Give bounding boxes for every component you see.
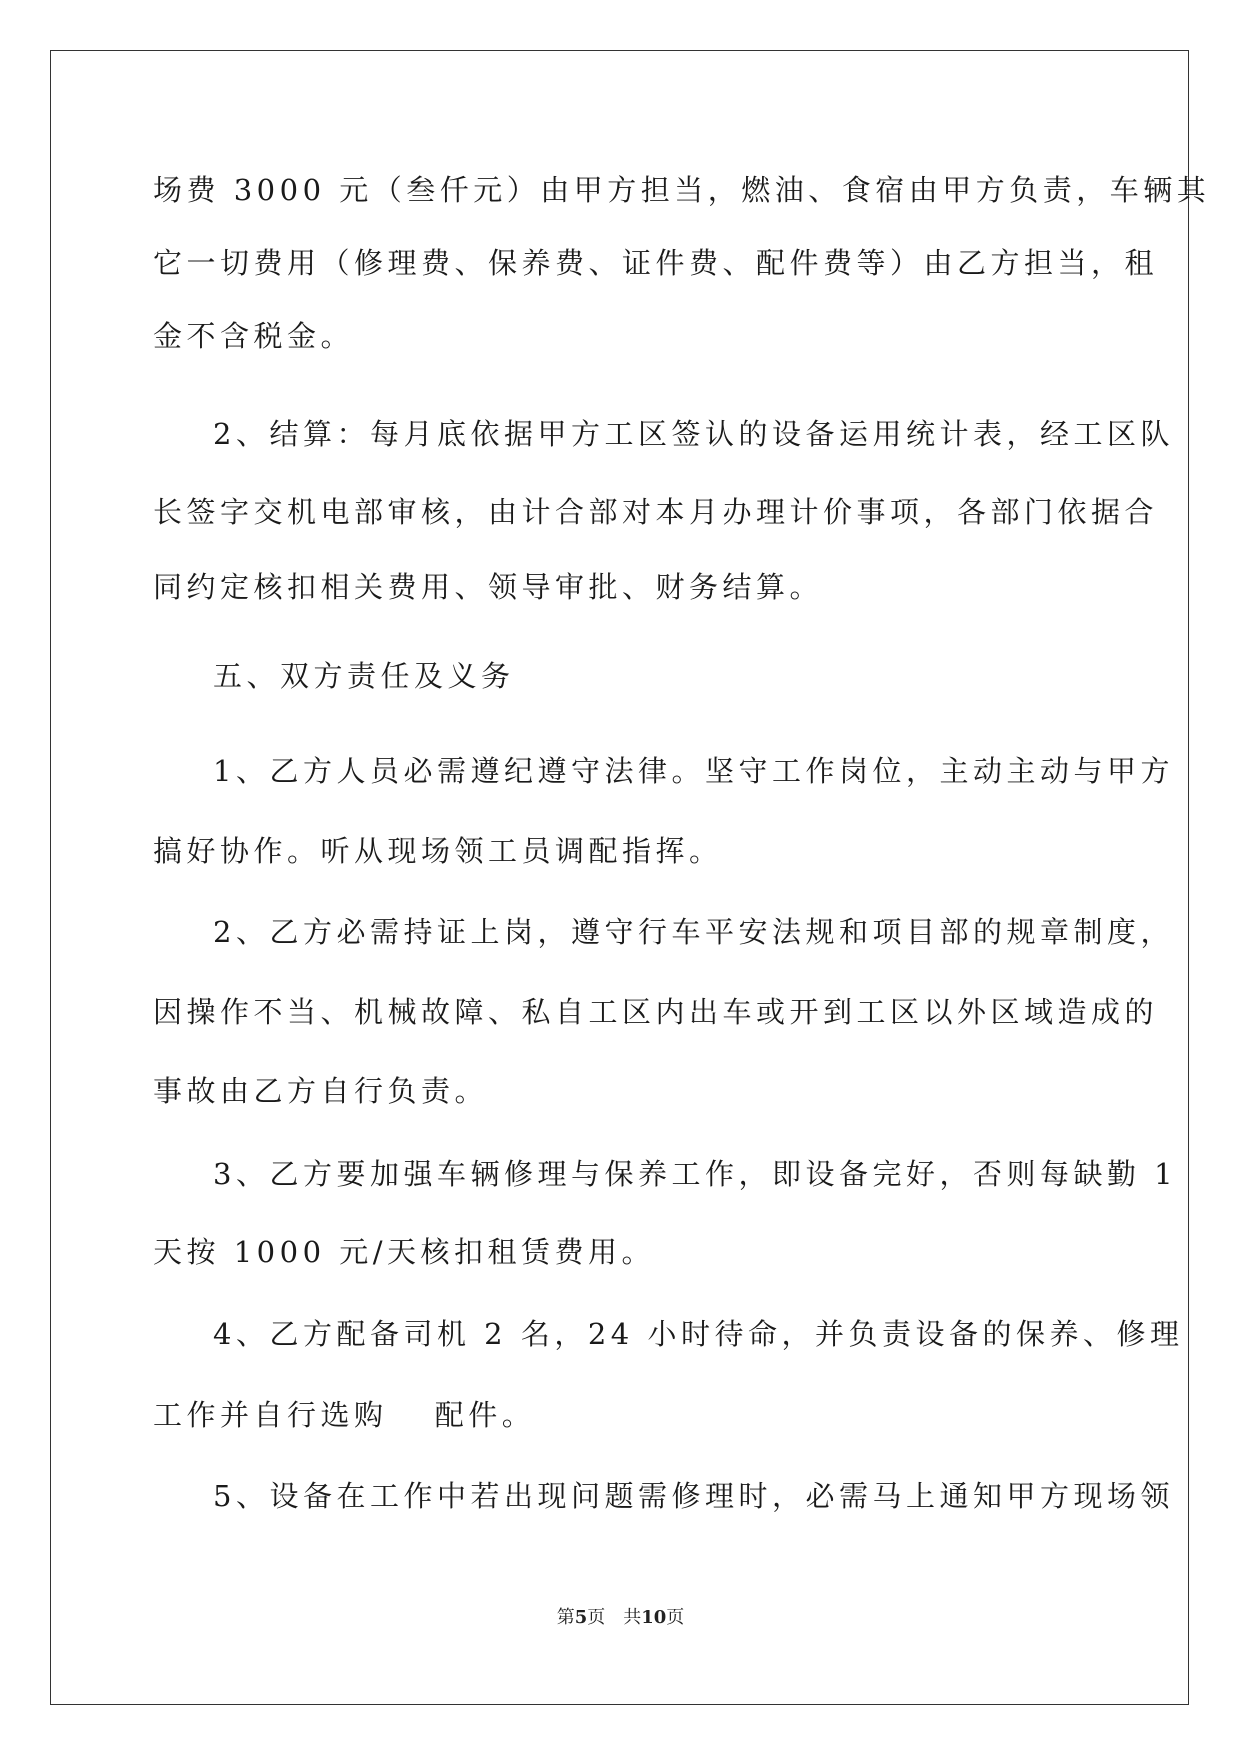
total-pages-number: 10 [641,1607,667,1628]
paragraph-first-line: 2、乙方必需持证上岗，遵守行车平安法规和项目部的规章制度， [213,915,1174,949]
text-line: 长签字交机电部审核，由计合部对本月办理计价事项，各部门依据合 [153,495,1159,529]
paragraph-first-line: 3、乙方要加强车辆修理与保养工作，即设备完好，否则每缺勤 1 [213,1157,1178,1191]
text-line: 工作并自行选购 配件。 [153,1398,536,1432]
text-line: 天按 1000 元/天核扣租赁费用。 [153,1235,656,1269]
footer-middle: 页 共 [587,1607,642,1628]
text-line: 金不含税金。 [153,319,355,353]
footer-prefix: 第 [556,1607,575,1628]
text-line: 场费 3000 元（叁仟元）由甲方担当，燃油、食宿由甲方负责，车辆其 [153,173,1211,207]
text-line: 事故由乙方自行负责。 [153,1074,489,1108]
footer-suffix: 页 [666,1607,685,1628]
paragraph-first-line: 4、乙方配备司机 2 名，24 小时待命，并负责设备的保养、修理 [213,1317,1184,1351]
text-line: 因操作不当、机械故障、私自工区内出车或开到工区以外区域造成的 [153,995,1159,1029]
current-page-number: 5 [574,1607,588,1628]
section-heading: 五、双方责任及义务 [213,659,515,693]
text-line: 它一切费用（修理费、保养费、证件费、配件费等）由乙方担当，租 [153,246,1159,280]
text-line: 搞好协作。听从现场领工员调配指挥。 [153,834,723,868]
text-line: 同约定核扣相关费用、领导审批、财务结算。 [153,570,824,604]
paragraph-first-line: 2、结算：每月底依据甲方工区签认的设备运用统计表，经工区队 [213,417,1174,451]
page-footer [0,1603,1241,1629]
paragraph-first-line: 1、乙方人员必需遵纪遵守法律。坚守工作岗位，主动主动与甲方 [213,754,1174,788]
paragraph-first-line: 5、设备在工作中若出现问题需修理时，必需马上通知甲方现场领 [213,1479,1174,1513]
page-border [50,50,1189,1705]
